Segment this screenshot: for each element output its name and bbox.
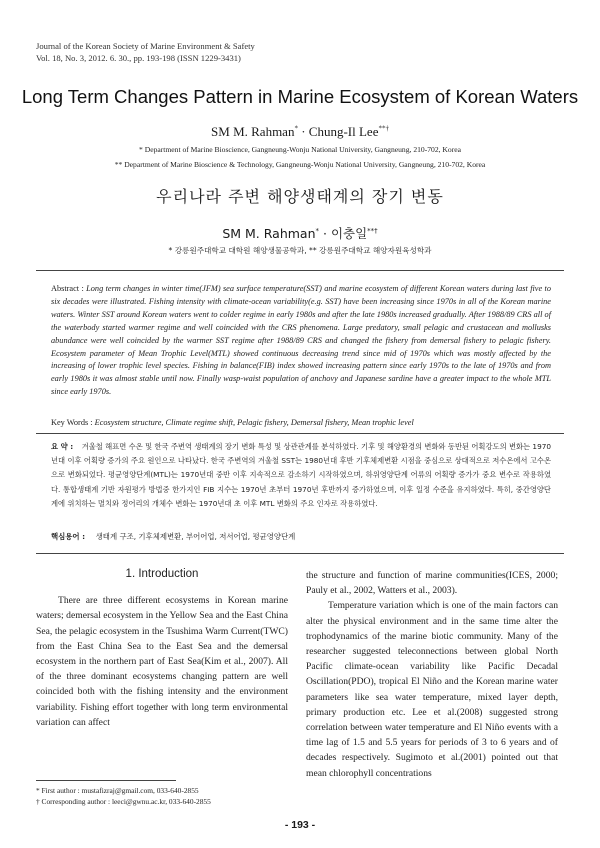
abstract-text: Long term changes in winter time(JFM) sea surface temperature(SST) and marine ecosystem of different Korean waters during last five to six decades were illustrated. Fishing intensity with climate-ocean variability(e.g. SST) have been increasing since 1970s in all of the Korean marine waters. Winter SST around Korean waters went to colder regime in early 1980s and after the late 1980s increased gradually. After 1988/89 CRS all of the waterbody started warmer regime and well coincided with the CRS phenomena. Large predatory, small pelagic and crustacean and mollusks abundance were well coincided by the warmer SST regime after 1988/89 CRS and changed the fishery from demersal fishery to pelagic fishery. Ecosystem parameter of Mean Trophic Level(MTL) showed continuous decreasing trend since mid of 1970s which was mostly affected by the increasing of lower trophic level species. Fishing in balance(FIB) index showed increasing pattern since early 1970s to the late of 1970s and from early 1980s it was almost stable until now. Finally wasp-waist population of anchovy and Japanese sardine have a greater impact to the whole MTL since early 1970s. (51, 284, 551, 397)
paper-title-korean: 우리나라 주변 해양생태계의 장기 변동 (156, 187, 444, 206)
affiliations-english (0, 142, 600, 172)
paper-title-english: Long Term Changes Pattern in Marine Ecosystem of Korean Waters (21, 86, 579, 107)
summary-label: 요 약 : (51, 442, 76, 451)
affiliation-line: ** Department of Marine Bioscience & Technology, Gangneung-Wonju National University, Gangneung, 210-702, Korea (114, 160, 486, 169)
body-paragraph: There are three different ecosystems in Korean marine waters; demersal ecosystem in the Yellow Sea and the East China Sea, the pelagic ecosystem in the Tsushima Warm Current(TWC) from the East China Sea to the East Sea and the demersal ecosystem in the northern part of East Sea(Kim et al., 2007). All of the three dominant ecosystems changing pattern are well coincided both with the fishing intensity and the environment variability. Fishing effort together with long term environmental variation can affect (36, 595, 288, 728)
keywords-text: Ecosystem structure, Climate regime shift, Pelagic fishery, Demersal fishery, Mean trophic level (94, 418, 414, 427)
author-mark: **† (378, 124, 389, 133)
korean-summary (51, 440, 551, 511)
author-mark: * (294, 124, 298, 133)
journal-name: Journal of the Korean Society of Marine Environment & Safety (36, 41, 255, 51)
corresponding-author-footnote: † Corresponding author : leeci@gwnu.ac.kr, 033-640-2855 (36, 797, 211, 806)
author-mark: * (315, 226, 320, 235)
keywords (51, 418, 551, 427)
abstract (51, 283, 551, 399)
body-paragraph: the structure and function of marine communities(ICES, 2000; Pauly et al., 2002, Watters et al., 2003). (306, 570, 558, 597)
affiliation-korean: * 강릉원주대학교 대학원 해양생물공학과, ** 강릉원주대학교 해양자원육성학과 (168, 246, 432, 255)
journal-header (36, 40, 255, 64)
top-divider (36, 270, 564, 271)
column-left (36, 567, 288, 730)
author-separator: · (319, 226, 331, 241)
first-author-footnote: * First author : mustafizraj@gmail.com, 033-640-2855 (36, 786, 199, 795)
authors-korean (0, 224, 600, 242)
affiliation-line: * Department of Marine Bioscience, Gangneung-Wonju National University, Gangneung, 210-702, Korea (139, 145, 461, 154)
korean-keywords-text: 생태계 구조, 기후체제변환, 부어어업, 저서어업, 평균영양단계 (95, 532, 296, 541)
author-separator: · (297, 124, 309, 139)
body-paragraph: Temperature variation which is one of the main factors can alter the physical environment and in the same time alter the trophodynamics of the marine biotic community. Many of the researcher suggested teleconnections between global North Pacific climate-ocean variability like Pacific Decadal Oscillation(PDO), tropical El Niño and the Korean marine water parameters like sea water temperature, mixed layer depth, primary production etc. Lee et al.(2008) suggested strong correlation between water temperature and El Niño events with a time lag of 1.5 and 5.5 years for periods of 3 to 6 years and of decades respectively. Sugimoto et al.(2001) pointed out that mean chlorophyll concentrations (306, 600, 558, 779)
korean-keywords-label: 핵심용어 : (51, 532, 88, 541)
keywords-label: Key Words : (51, 418, 95, 427)
column-right (306, 568, 558, 781)
author-mark: **† (367, 226, 378, 235)
journal-volume-info: Vol. 18, No. 3, 2012. 6. 30., pp. 193-198 (ISSN 1229-3431) (36, 53, 241, 63)
footnotes (36, 785, 211, 807)
abstract-label: Abstract : (51, 284, 87, 293)
section-heading: 1. Introduction (125, 568, 199, 580)
summary-divider (36, 553, 564, 554)
authors-english (0, 124, 600, 140)
author-name: Chung-Il Lee (308, 124, 379, 139)
summary-text: 겨울철 해표면 수온 및 한국 주변역 생태계의 장기 변화 특성 및 상관관계를 분석하였다. 기후 및 해양환경의 변화와 동반된 어획강도의 변화는 1970 년대 이후 어획량 증가의 주요 원인으로 나타났다. 한국 주변역의 겨울철 SST는 1980년대 후반 기후체제변환 시점을 중심으로 상대적으로 저수온에서 고수온으로 변화되었다. 평균영양단계(MTL)는 1970년대 중반 이후 지속적으로 감소하기 시작하였으며, 하위영양단계 어류의 어획량 증가가 중요 변수로 작용하였다. 통합생태계 기반 자원평가 방법중 한가지인 FIB 지수는 1970년 초부터 1970년 후반까지 증가하였으며, 이후 일정 수준을 유지하였다. 특히, 중간영양단계에 위치하는 멸치와 정어리의 개체수 변화는 1970년대 초 이후 MTL 변화의 주요 인자로 작용하였다. (51, 442, 552, 508)
footnote-divider (36, 780, 176, 781)
author-name: SM M. Rahman (222, 226, 316, 241)
page-number: - 193 - (284, 819, 316, 831)
korean-keywords (51, 531, 551, 542)
author-name: 이충일 (330, 226, 368, 241)
author-name: SM M. Rahman (211, 124, 295, 139)
abstract-divider (36, 433, 564, 434)
